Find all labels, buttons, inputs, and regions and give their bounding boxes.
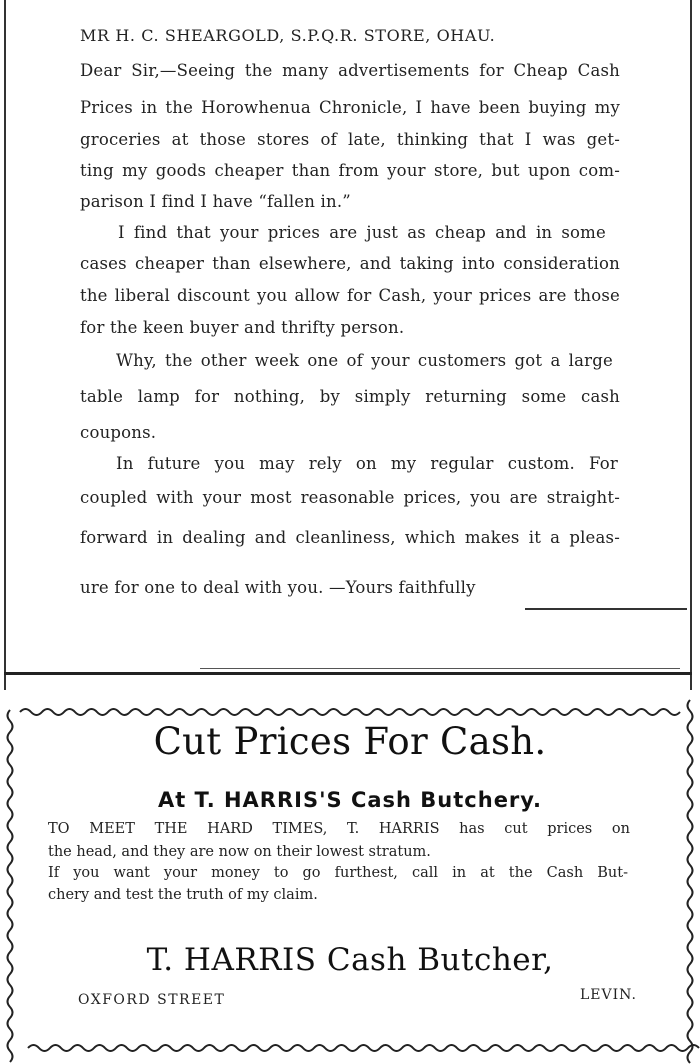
street-address: OXFORD STREET — [78, 992, 226, 1008]
divider-rule — [4, 672, 692, 675]
letter-line: ting my goods cheaper than from your store, but upon com- — [80, 161, 620, 180]
letter-header: MR H. C. SHEARGOLD, S.P.Q.R. STORE, OHAU. — [80, 26, 496, 45]
advert-line: chery and test the truth of my claim. — [48, 887, 318, 903]
signature-line — [525, 608, 687, 610]
letter-line: forward in dealing and cleanliness, which makes it a pleas- — [80, 528, 620, 547]
letter-line: Prices in the Horowhenua Chronicle, I have been buying my — [80, 98, 620, 117]
letter-line: I find that your prices are just as cheap and in some — [118, 223, 606, 242]
letter-line: In future you may rely on my regular custom. For — [116, 454, 618, 473]
letter-line: ure for one to deal with you. —Yours faithfully — [80, 578, 476, 597]
advert-line: the head, and they are now on their lowest stratum. — [48, 844, 431, 860]
letter-line: the liberal discount you allow for Cash, your prices are those — [80, 286, 620, 305]
letter-line: Why, the other week one of your customers got a large — [116, 351, 613, 370]
advert-subtitle: At T. HARRIS'S Cash Butchery. — [157, 788, 543, 812]
letter-line: parison I find I have “fallen in.” — [80, 192, 351, 211]
letter-line: groceries at those stores of late, thinking that I was get- — [80, 130, 620, 149]
advert-line: If you want your money to go furthest, call in at the Cash But- — [48, 865, 628, 881]
advert-line: TO MEET THE HARD TIMES, T. HARRIS has cut prices on — [48, 821, 630, 837]
letter-line: coupled with your most reasonable prices, you are straight- — [80, 488, 620, 507]
advert-title: Cut Prices For Cash. — [153, 720, 547, 763]
town-name: LEVIN. — [580, 987, 637, 1003]
divider-rule — [200, 668, 680, 669]
letter-line: coupons. — [80, 423, 157, 442]
letter-line: table lamp for nothing, by simply returning some cash — [80, 387, 620, 406]
letter-line: cases cheaper than elsewhere, and taking into consideration — [80, 254, 620, 273]
butchery-advert — [0, 690, 700, 1064]
advert-signature: T. HARRIS Cash Butcher, — [146, 942, 554, 978]
letter-line: for the keen buyer and thrifty person. — [80, 318, 405, 337]
letter-line: Dear Sir,—Seeing the many advertisements for Cheap Cash — [80, 61, 620, 80]
